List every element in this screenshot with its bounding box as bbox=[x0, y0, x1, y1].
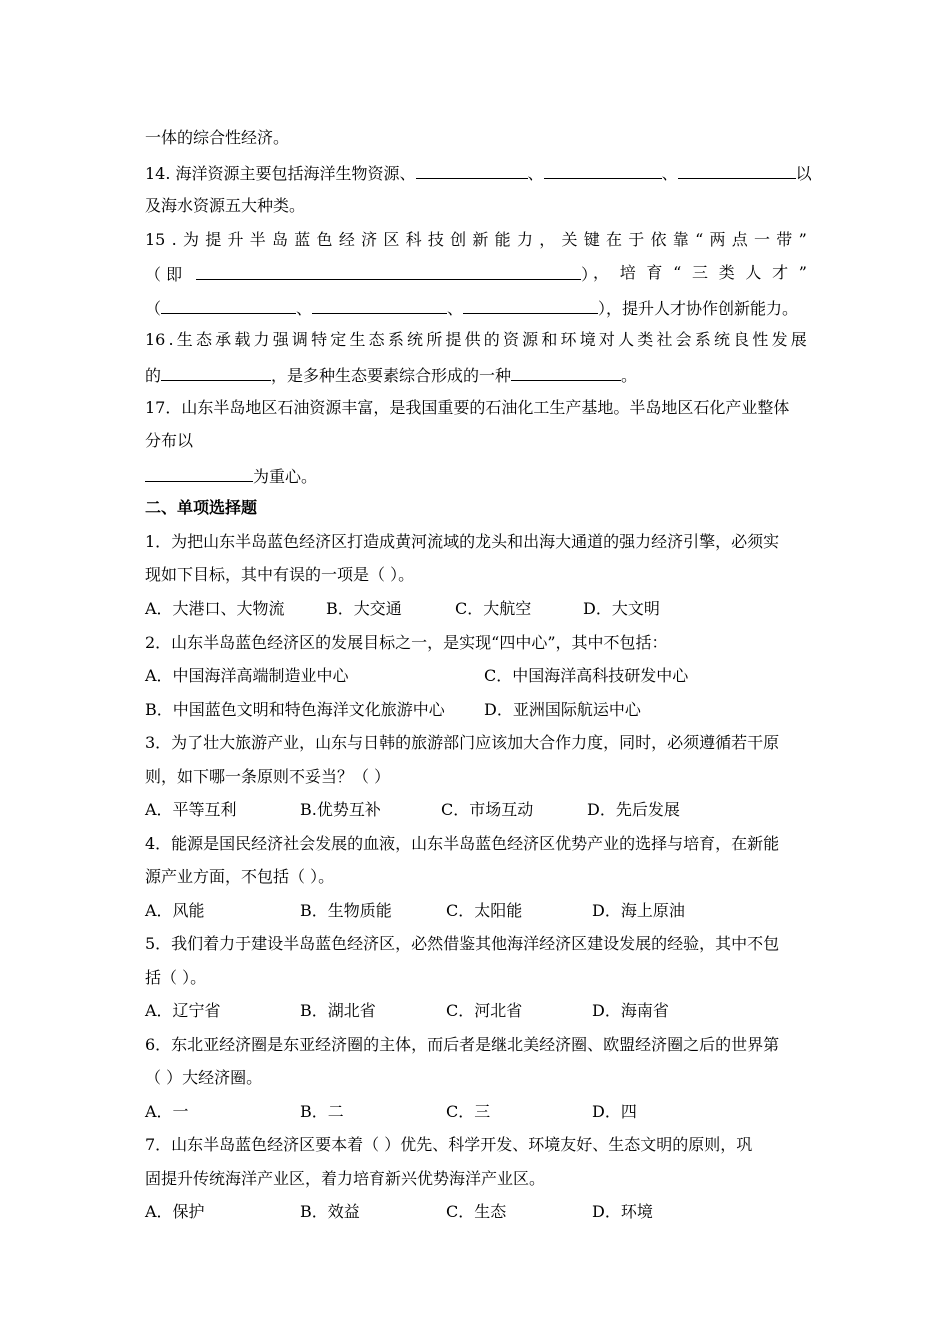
glyph: 力 bbox=[516, 230, 533, 249]
glyph: 区 bbox=[383, 230, 400, 249]
glyph: 技 bbox=[427, 230, 444, 249]
mc-question-7-line-2: 固提升传统海洋产业区，着力培育新兴优势海洋产业区。 bbox=[145, 1169, 546, 1188]
option-b[interactable]: B．效益 bbox=[300, 1202, 360, 1221]
separator: 、 bbox=[296, 299, 313, 318]
mc-question-3-line-1: 3．为了壮大旅游产业，山东与日韩的旅游部门应该加大合作力度，同时，必须遵循若干原 bbox=[145, 733, 780, 752]
glyph: 源 bbox=[522, 330, 539, 349]
glyph: 的 bbox=[483, 330, 500, 349]
mc-question-6-line-1: 6．东北亚经济圈是东亚经济圈的主体，而后者是继北美经济圈、欧盟经济圈之后的世界第 bbox=[145, 1035, 780, 1054]
glyph: 新 bbox=[472, 230, 489, 249]
question-15-line-1 bbox=[145, 230, 807, 250]
paren-close: ） bbox=[581, 265, 598, 284]
glyph: 关 bbox=[561, 230, 578, 249]
option-c[interactable]: C．生态 bbox=[446, 1202, 507, 1221]
option-b[interactable]: B．中国蓝色文明和特色海洋文化旅游中心 bbox=[145, 700, 445, 719]
glyph: 统 bbox=[407, 330, 424, 349]
glyph: 点 bbox=[731, 230, 748, 249]
glyph: 16 bbox=[145, 330, 166, 349]
answer-blank[interactable] bbox=[463, 297, 598, 314]
glyph: 升 bbox=[227, 230, 244, 249]
glyph: 对 bbox=[598, 330, 615, 349]
option-a[interactable]: A．辽宁省 bbox=[145, 1001, 221, 1020]
glyph: 15 bbox=[145, 230, 166, 249]
option-a[interactable]: A．中国海洋高端制造业中心 bbox=[145, 666, 349, 685]
glyph: “ bbox=[695, 230, 704, 249]
option-c[interactable]: C．河北省 bbox=[446, 1001, 523, 1020]
question-17-line-3 bbox=[145, 465, 317, 485]
glyph: 于 bbox=[628, 230, 645, 249]
glyph: 统 bbox=[714, 330, 731, 349]
option-b[interactable]: B．大交通 bbox=[326, 599, 402, 618]
separator: 、 bbox=[661, 164, 678, 183]
glyph: “ bbox=[673, 263, 682, 282]
glyph: ” bbox=[798, 230, 807, 249]
option-a[interactable]: A．保护 bbox=[145, 1202, 205, 1221]
glyph: 人 bbox=[745, 263, 762, 282]
mc-question-3-line-2: 则，如下哪一条原则不妥当？（ ） bbox=[145, 767, 391, 786]
glyph: 态 bbox=[195, 330, 212, 349]
answer-blank[interactable] bbox=[312, 297, 447, 314]
glyph: 力 bbox=[253, 330, 270, 349]
separator: 、 bbox=[527, 164, 544, 183]
text: 的 bbox=[145, 366, 162, 385]
glyph: 带 bbox=[776, 230, 793, 249]
glyph: 良 bbox=[733, 330, 750, 349]
question-14-line-2: 及海水资源五大种类。 bbox=[145, 196, 306, 215]
glyph: 展 bbox=[790, 330, 807, 349]
glyph: 环 bbox=[560, 330, 577, 349]
glyph: 一 bbox=[754, 230, 771, 249]
glyph: 为 bbox=[182, 230, 199, 249]
glyph: 和 bbox=[541, 330, 558, 349]
option-d[interactable]: D．先后发展 bbox=[587, 800, 680, 819]
glyph: 育 bbox=[646, 263, 663, 282]
answer-blank[interactable] bbox=[416, 162, 528, 179]
glyph: 定 bbox=[330, 330, 347, 349]
glyph: 能 bbox=[494, 230, 511, 249]
glyph: 色 bbox=[316, 230, 333, 249]
glyph: 经 bbox=[338, 230, 355, 249]
mc-question-6-line-2: （ ）大经济圈。 bbox=[145, 1068, 263, 1087]
question-13-tail: 一体的综合性经济。 bbox=[145, 128, 290, 147]
question-15-line-2-rest bbox=[593, 263, 807, 283]
glyph: 类 bbox=[637, 330, 654, 349]
mc-question-4-line-1: 4．能源是国民经济社会发展的血液，山东半岛蓝色经济区优势产业的选择与培育，在新能 bbox=[145, 834, 780, 853]
answer-blank[interactable] bbox=[161, 364, 271, 381]
glyph: 提 bbox=[205, 230, 222, 249]
question-16-line-2 bbox=[145, 364, 637, 384]
glyph: 创 bbox=[450, 230, 467, 249]
glyph: 靠 bbox=[672, 230, 689, 249]
glyph: . bbox=[168, 330, 174, 349]
option-c[interactable]: C．市场互动 bbox=[441, 800, 534, 819]
option-a[interactable]: A．一 bbox=[145, 1102, 189, 1121]
glyph: 岛 bbox=[272, 230, 289, 249]
glyph: 才 bbox=[772, 263, 789, 282]
option-a[interactable]: A．平等互利 bbox=[145, 800, 237, 819]
paren-close-rest: ），提升人才协作创新能力。 bbox=[598, 299, 799, 318]
glyph: 济 bbox=[361, 230, 378, 249]
answer-blank[interactable] bbox=[511, 364, 621, 381]
glyph: ” bbox=[798, 263, 807, 282]
answer-blank[interactable] bbox=[544, 162, 662, 179]
question-15-line-2 bbox=[145, 263, 807, 283]
mc-question-7-line-1: 7．山东半岛蓝色经济区要本着（ ）优先、科学开发、环境友好、生态文明的原则，巩 bbox=[145, 1135, 753, 1154]
question-17-line-1: 17．山东半岛地区石油资源丰富，是我国重要的石油化工生产基地。半岛地区石化产业整体 bbox=[145, 398, 790, 417]
section-heading: 二、单项选择题 bbox=[145, 498, 258, 517]
glyph: 生 bbox=[176, 330, 193, 349]
option-a[interactable]: A．大港口、大物流 bbox=[145, 599, 285, 618]
question-16-line-1 bbox=[145, 330, 807, 350]
mc-question-5-line-1: 5．我们着力于建设半岛蓝色经济区，必然借鉴其他海洋经济区建设发展的经验，其中不包 bbox=[145, 934, 780, 953]
glyph: 会 bbox=[675, 330, 692, 349]
mc-question-2-line-1: 2．山东半岛蓝色经济区的发展目标之一，是实现“四中心”，其中不包括： bbox=[145, 633, 668, 652]
glyph: 强 bbox=[272, 330, 289, 349]
mc-question-4-line-2: 源产业方面，不包括（ ）。 bbox=[145, 867, 335, 886]
option-a[interactable]: A．风能 bbox=[145, 901, 205, 920]
text: 为重心。 bbox=[253, 467, 318, 486]
answer-blank[interactable] bbox=[161, 297, 296, 314]
option-d[interactable]: D．亚洲国际航运中心 bbox=[484, 700, 641, 719]
mc-question-1-line-1: 1．为把山东半岛蓝色经济区打造成黄河流域的龙头和出海大通道的强力经济引擎，必须实 bbox=[145, 532, 780, 551]
paren-open: （ 即 bbox=[145, 265, 183, 284]
glyph: 所 bbox=[426, 330, 443, 349]
glyph: 半 bbox=[249, 230, 266, 249]
option-d[interactable]: D．大文明 bbox=[583, 599, 660, 618]
option-d[interactable]: D．环境 bbox=[592, 1202, 653, 1221]
glyph: 三 bbox=[691, 263, 708, 282]
glyph: 态 bbox=[368, 330, 385, 349]
glyph: 系 bbox=[387, 330, 404, 349]
glyph: 调 bbox=[291, 330, 308, 349]
glyph: ， bbox=[539, 230, 556, 249]
glyph: 培 bbox=[619, 263, 636, 282]
option-d[interactable]: D．海南省 bbox=[592, 1001, 669, 1020]
separator: 、 bbox=[447, 299, 464, 318]
option-c[interactable]: C．大航空 bbox=[455, 599, 532, 618]
glyph: 社 bbox=[656, 330, 673, 349]
glyph: 蓝 bbox=[294, 230, 311, 249]
answer-blank[interactable] bbox=[678, 162, 796, 179]
glyph: 发 bbox=[771, 330, 788, 349]
option-c[interactable]: C．三 bbox=[446, 1102, 491, 1121]
glyph: ， bbox=[593, 263, 610, 282]
question-17-line-2: 分布以 bbox=[145, 431, 194, 450]
question-14-suffix: 以 bbox=[795, 164, 812, 183]
question-14-prefix: 14. 海洋资源主要包括海洋生物资源、 bbox=[145, 164, 416, 183]
text: 。 bbox=[621, 366, 638, 385]
option-c[interactable]: C．太阳能 bbox=[446, 901, 523, 920]
glyph: 性 bbox=[752, 330, 769, 349]
option-d[interactable]: D．海上原油 bbox=[592, 901, 685, 920]
glyph: 特 bbox=[311, 330, 328, 349]
answer-blank[interactable] bbox=[145, 465, 253, 482]
glyph: 类 bbox=[718, 263, 735, 282]
paren-open: （ bbox=[145, 299, 162, 318]
question-15-line-3 bbox=[145, 297, 798, 317]
text: ，是多种生态要素综合形成的一种 bbox=[271, 366, 512, 385]
glyph: 科 bbox=[405, 230, 422, 249]
glyph: 提 bbox=[445, 330, 462, 349]
glyph: 生 bbox=[349, 330, 366, 349]
answer-blank[interactable] bbox=[196, 263, 581, 280]
option-b[interactable]: B．生物质能 bbox=[300, 901, 392, 920]
glyph: 载 bbox=[234, 330, 251, 349]
option-c[interactable]: C．中国海洋高科技研发中心 bbox=[484, 666, 689, 685]
glyph: 键 bbox=[583, 230, 600, 249]
option-b[interactable]: B．湖北省 bbox=[300, 1001, 376, 1020]
mc-question-1-line-2: 现如下目标，其中有误的一项是（ ）。 bbox=[145, 565, 415, 584]
glyph: 人 bbox=[618, 330, 635, 349]
glyph: 供 bbox=[464, 330, 481, 349]
glyph: 在 bbox=[606, 230, 623, 249]
glyph: 境 bbox=[579, 330, 596, 349]
glyph: 资 bbox=[502, 330, 519, 349]
option-b[interactable]: B.优势互补 bbox=[300, 800, 381, 819]
glyph: . bbox=[171, 230, 177, 249]
glyph: 承 bbox=[215, 330, 232, 349]
question-14-line-1 bbox=[145, 162, 812, 182]
glyph: 系 bbox=[694, 330, 711, 349]
option-d[interactable]: D．四 bbox=[592, 1102, 637, 1121]
glyph: 两 bbox=[709, 230, 726, 249]
option-b[interactable]: B．二 bbox=[300, 1102, 344, 1121]
glyph: 依 bbox=[650, 230, 667, 249]
mc-question-5-line-2: 括（ ）。 bbox=[145, 968, 207, 987]
